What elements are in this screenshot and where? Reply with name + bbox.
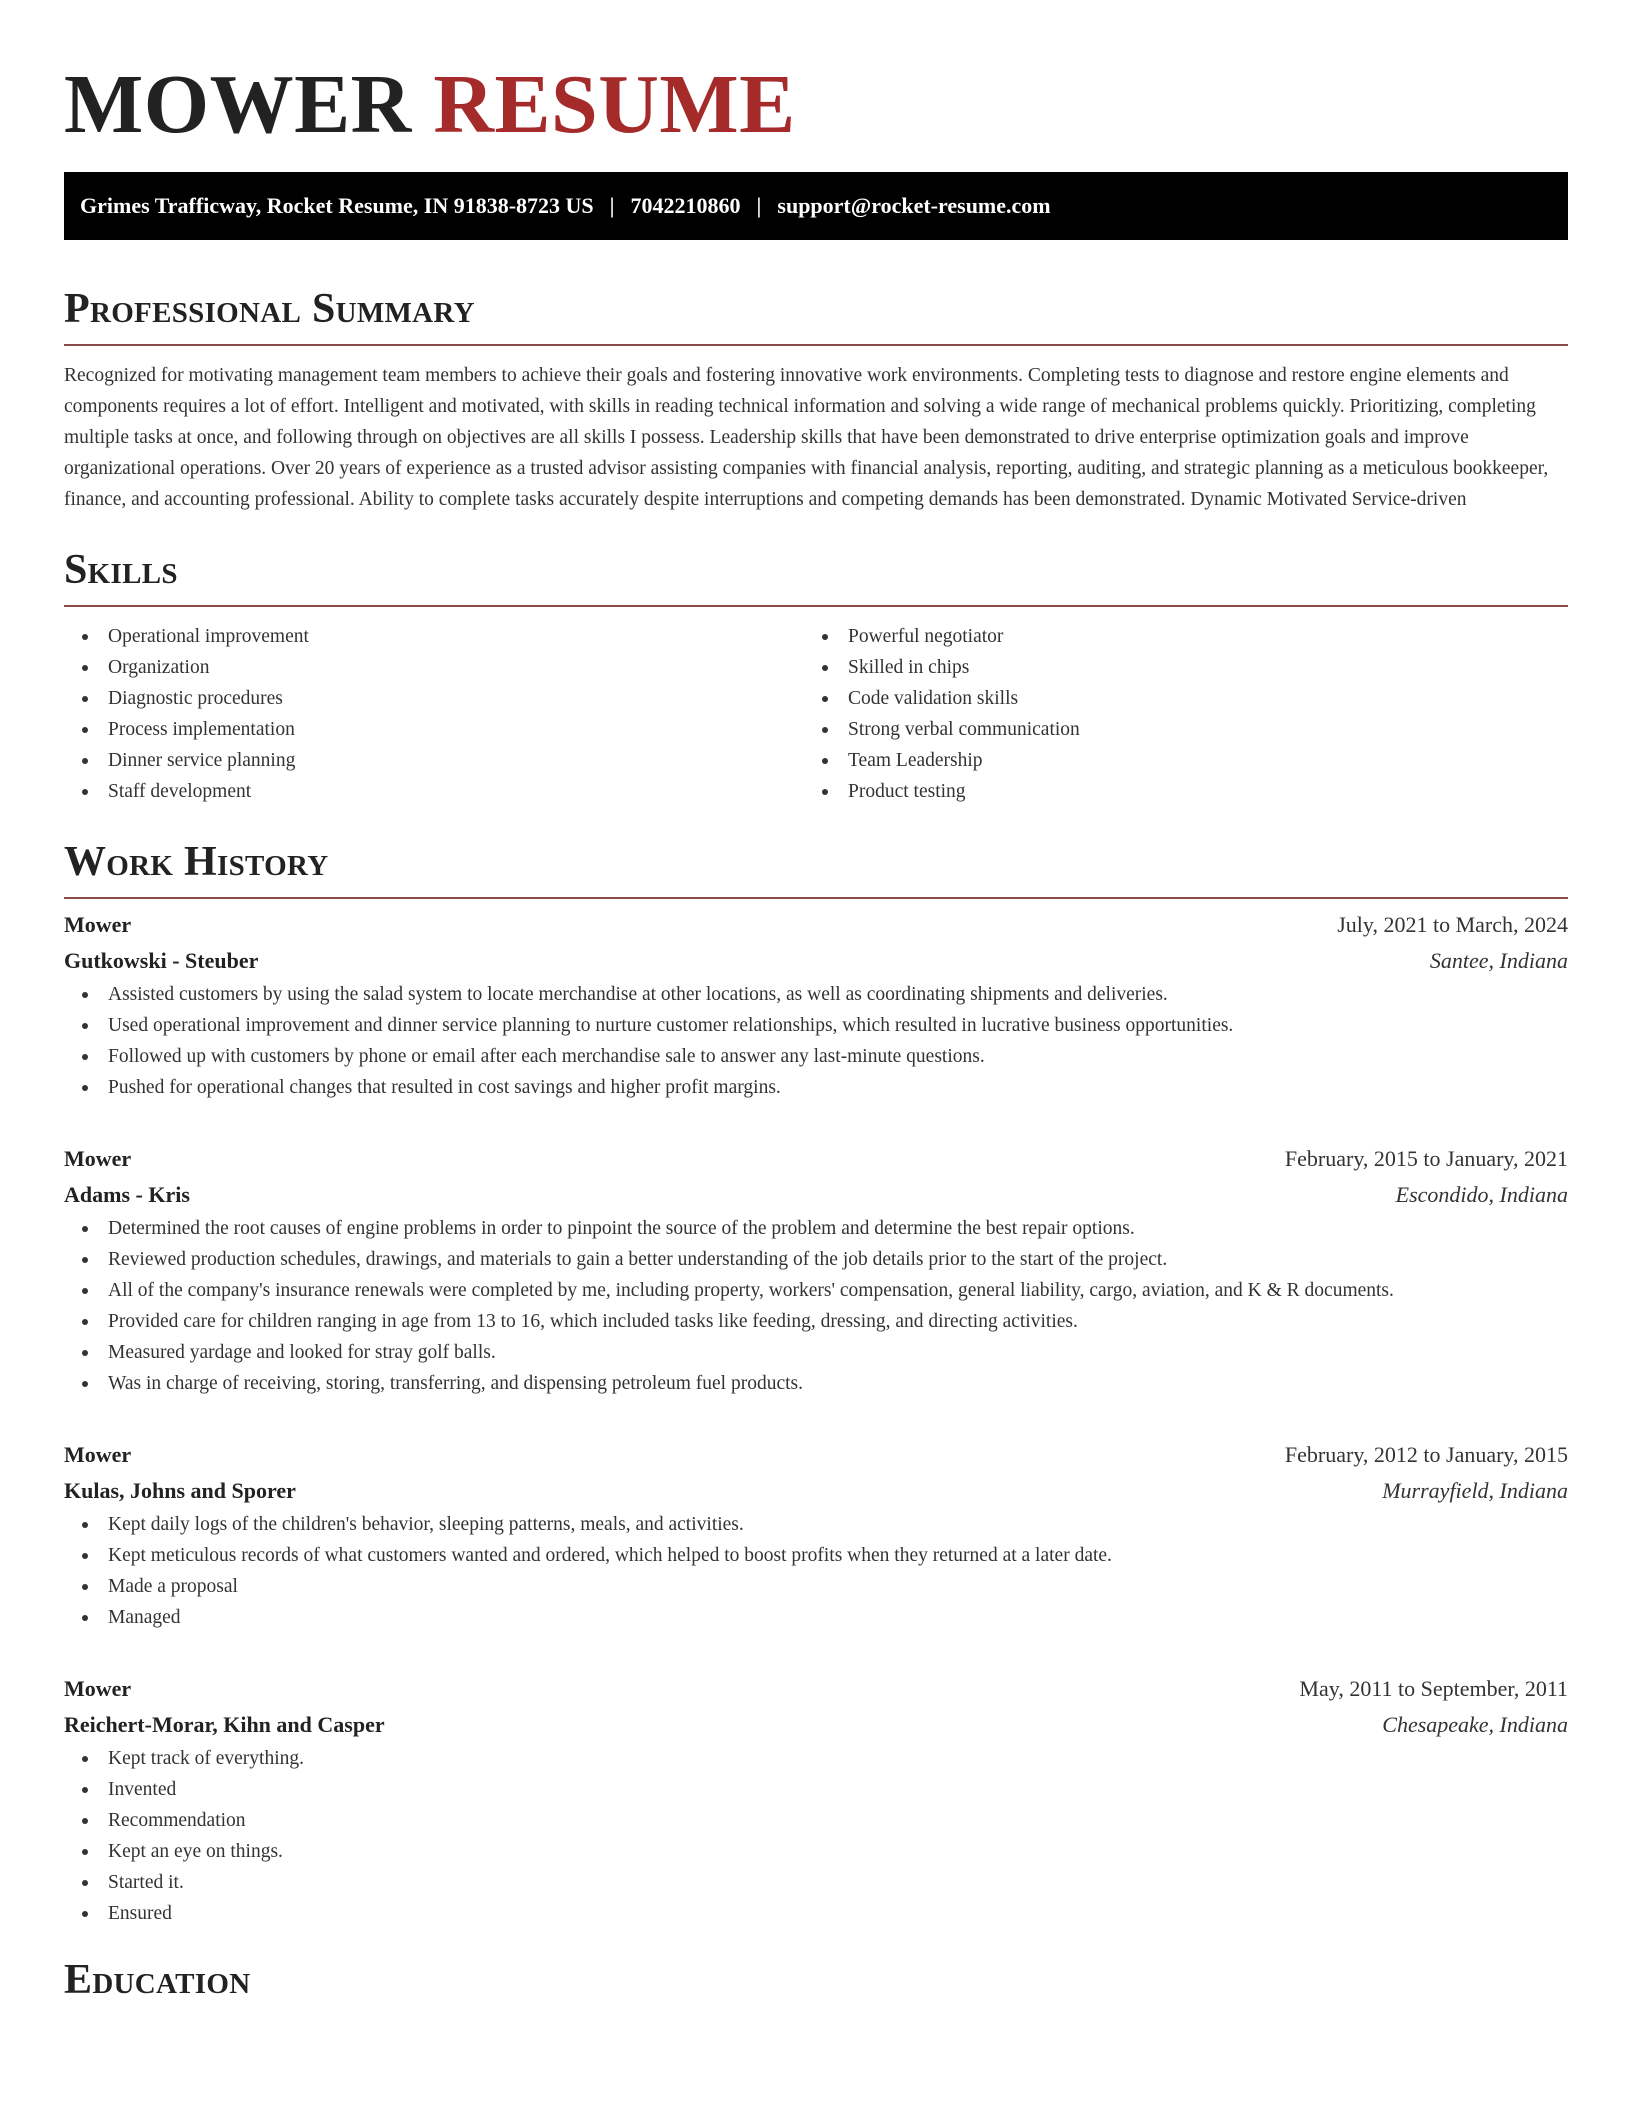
summary-text: Recognized for motivating management team members to achieve their goals and fostering innovative work environments. Completing tests to diagnose and restore engine elements and components requires a lot of effort. Intelligent and motivated, with skills in reading technical information and solving a wide range of mechanical problems quickly. Prioritizing, completing multiple tasks at once, and following through on objectives are all skills I possess. Leadership skills that have been demonstrated to drive enterprise optimization goals and improve organizational operations. Over 20 years of experience as a trusted advisor assisting companies with financial analysis, reporting, auditing, and strategic planning as a meticulous bookkeeper, finance, and accounting professional. Ability to complete tasks accurately despite interruptions and competing demands has been demonstrated. Dynamic Motivated Service-driven: [64, 365, 1549, 510]
job-location: Escondido, Indiana: [1395, 1182, 1568, 1207]
job-company: Reichert-Morar, Kihn and Casper: [64, 1712, 385, 1737]
job-subheader: [64, 1473, 1568, 1509]
work-history-heading: Work History: [64, 839, 329, 885]
contact-separator: |: [609, 193, 615, 218]
job-entry: [64, 1671, 1568, 1929]
job-subheader: [64, 1707, 1568, 1743]
job-duty: Used operational improvement and dinner service planning to nurture customer relationships, which resulted in lucrative business opportunities.: [108, 1010, 1568, 1041]
job-title: Mower: [64, 1442, 132, 1467]
job-duties-list: [64, 1509, 1568, 1633]
job-duty: Made a proposal: [108, 1571, 1568, 1602]
job-company: Adams - Kris: [64, 1182, 190, 1207]
skill-item: Strong verbal communication: [848, 714, 1544, 745]
skills-list-right: [804, 621, 1544, 807]
job-header: [64, 1437, 1568, 1473]
skill-item: Product testing: [848, 776, 1544, 807]
contact-bar: [64, 172, 1568, 240]
job-subheader: [64, 1177, 1568, 1213]
job-header: [64, 1671, 1568, 1707]
job-entry: [64, 1437, 1568, 1633]
job-title: Mower: [64, 1676, 132, 1701]
summary-section: [64, 284, 1568, 515]
contact-separator: |: [756, 193, 762, 218]
job-subheader: [64, 943, 1568, 979]
first-name: MOWER: [64, 58, 412, 151]
job-duty: Was in charge of receiving, storing, transferring, and dispensing petroleum fuel products.: [108, 1368, 1568, 1399]
skills-heading: Skills: [64, 547, 178, 593]
job-location: Murrayfield, Indiana: [1382, 1478, 1568, 1503]
job-duty: All of the company's insurance renewals were completed by me, including property, workers' compensation, general liability, cargo, aviation, and K & R documents.: [108, 1275, 1568, 1306]
contact-address: Grimes Trafficway, Rocket Resume, IN 91838-8723 US: [80, 193, 594, 218]
job-duty: Reviewed production schedules, drawings, and materials to gain a better understanding of the job details prior to the start of the project.: [108, 1244, 1568, 1275]
section-divider: [64, 897, 1568, 899]
skill-item: Organization: [108, 652, 804, 683]
job-title: Mower: [64, 1146, 132, 1171]
job-company: Kulas, Johns and Sporer: [64, 1478, 296, 1503]
job-duty: Pushed for operational changes that resulted in cost savings and higher profit margins.: [108, 1072, 1568, 1103]
last-name: RESUME: [433, 58, 796, 151]
job-duty: Ensured: [108, 1898, 1568, 1929]
job-entry: [64, 907, 1568, 1103]
section-divider: [64, 605, 1568, 607]
job-duty: Kept track of everything.: [108, 1743, 1568, 1774]
job-entry: [64, 1141, 1568, 1399]
job-duties-list: [64, 1213, 1568, 1399]
education-section: [64, 1955, 1568, 2005]
job-dates: July, 2021 to March, 2024: [1337, 912, 1568, 937]
skills-list-left: [64, 621, 804, 807]
job-duty: Provided care for children ranging in age from 13 to 16, which included tasks like feeding, dressing, and directing activities.: [108, 1306, 1568, 1337]
job-duty: Kept daily logs of the children's behavior, sleeping patterns, meals, and activities.: [108, 1509, 1568, 1540]
job-company: Gutkowski - Steuber: [64, 948, 259, 973]
job-location: Santee, Indiana: [1429, 948, 1568, 973]
job-duty: Kept an eye on things.: [108, 1836, 1568, 1867]
skill-item: Powerful negotiator: [848, 621, 1544, 652]
contact-phone: 7042210860: [630, 193, 741, 218]
job-duty: Managed: [108, 1602, 1568, 1633]
job-dates: February, 2015 to January, 2021: [1284, 1146, 1568, 1171]
skill-item: Dinner service planning: [108, 745, 804, 776]
job-dates: May, 2011 to September, 2011: [1299, 1676, 1568, 1701]
skill-item: Staff development: [108, 776, 804, 807]
section-divider: [64, 344, 1568, 346]
skills-columns: [64, 621, 1568, 807]
job-duty: Determined the root causes of engine problems in order to pinpoint the source of the problem and determine the best repair options.: [108, 1213, 1568, 1244]
job-header: [64, 1141, 1568, 1177]
job-duty: Kept meticulous records of what customers wanted and ordered, which helped to boost profits when they returned at a later date.: [108, 1540, 1568, 1571]
job-duty: Measured yardage and looked for stray golf balls.: [108, 1337, 1568, 1368]
skill-item: Process implementation: [108, 714, 804, 745]
job-header: [64, 907, 1568, 943]
education-heading: Education: [64, 1957, 251, 2003]
job-duties-list: [64, 1743, 1568, 1929]
summary-heading: Professional Summary: [64, 286, 475, 332]
job-dates: February, 2012 to January, 2015: [1284, 1442, 1568, 1467]
job-title: Mower: [64, 912, 132, 937]
skill-item: Operational improvement: [108, 621, 804, 652]
job-duty: Recommendation: [108, 1805, 1568, 1836]
job-location: Chesapeake, Indiana: [1382, 1712, 1568, 1737]
job-duty: Followed up with customers by phone or email after each merchandise sale to answer any last-minute questions.: [108, 1041, 1568, 1072]
skill-item: Code validation skills: [848, 683, 1544, 714]
job-duty: Started it.: [108, 1867, 1568, 1898]
job-duty: Assisted customers by using the salad system to locate merchandise at other locations, as well as coordinating shipments and deliveries.: [108, 979, 1568, 1010]
skill-item: Skilled in chips: [848, 652, 1544, 683]
resume-page: [64, 0, 1568, 2005]
job-duties-list: [64, 979, 1568, 1103]
job-duty: Invented: [108, 1774, 1568, 1805]
skill-item: Diagnostic procedures: [108, 683, 804, 714]
resume-name: [64, 0, 1568, 152]
skill-item: Team Leadership: [848, 745, 1544, 776]
contact-email: support@rocket-resume.com: [777, 193, 1051, 218]
work-history-section: [64, 837, 1568, 1929]
skills-section: [64, 545, 1568, 807]
